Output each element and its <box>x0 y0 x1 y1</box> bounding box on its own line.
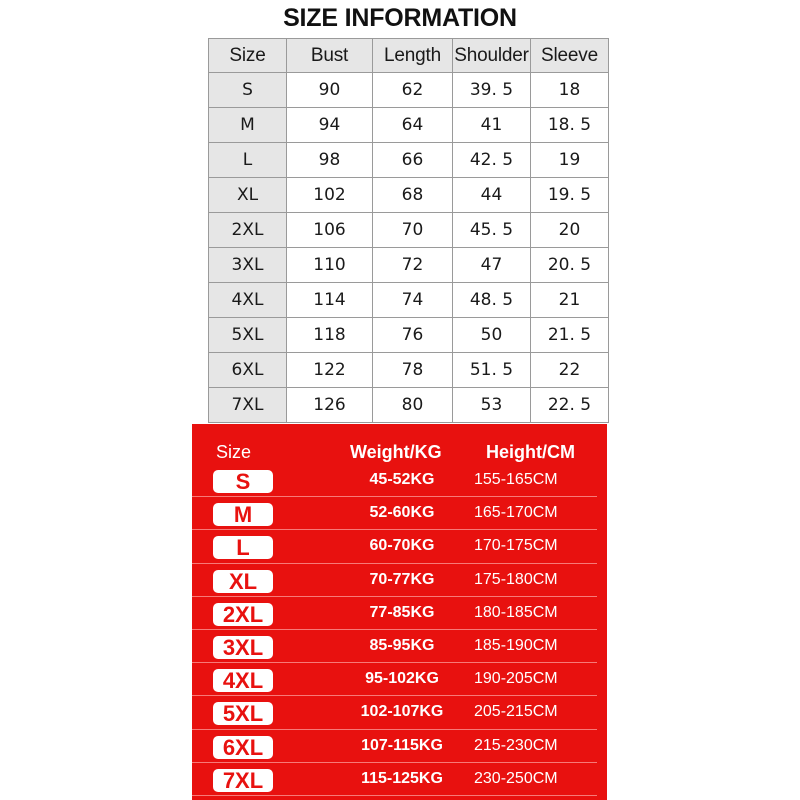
cell-length: 72 <box>373 248 453 283</box>
header-height-label: Height/CM <box>486 442 575 462</box>
weight-range: 102-107KG <box>360 703 444 721</box>
size-measurement-table <box>208 38 609 423</box>
cell-bust: 126 <box>287 388 373 423</box>
cell-size: 5XL <box>209 318 287 353</box>
cell-size: S <box>209 73 287 108</box>
list-item <box>192 630 607 663</box>
cell-size: 4XL <box>209 283 287 318</box>
table-row <box>209 213 609 248</box>
header-bust: Bust <box>287 39 373 73</box>
cell-shoulder: 39. 5 <box>453 73 531 108</box>
cell-sleeve: 18 <box>531 73 609 108</box>
cell-sleeve: 20. 5 <box>531 248 609 283</box>
row-divider <box>192 795 597 796</box>
size-badge: 7XL <box>213 769 273 792</box>
table-row <box>209 73 609 108</box>
weight-range: 107-115KG <box>361 736 443 754</box>
cell-bust: 102 <box>287 178 373 213</box>
table-row <box>209 108 609 143</box>
height-range: 180-185CM <box>474 603 558 621</box>
height-range: 230-250CM <box>474 769 558 787</box>
weight-height-header <box>192 442 607 464</box>
weight-range: 52-60KG <box>369 504 435 522</box>
cell-size: XL <box>209 178 287 213</box>
cell-sleeve: 19 <box>531 143 609 178</box>
height-range: 190-205CM <box>474 670 558 688</box>
cell-bust: 122 <box>287 353 373 388</box>
cell-sleeve: 21 <box>531 283 609 318</box>
page-title: SIZE INFORMATION <box>283 4 517 32</box>
size-badge: 3XL <box>213 636 273 659</box>
list-item <box>192 696 607 729</box>
table-row <box>209 353 609 388</box>
list-item <box>192 564 607 597</box>
cell-shoulder: 42. 5 <box>453 143 531 178</box>
list-item <box>192 497 607 530</box>
cell-bust: 90 <box>287 73 373 108</box>
cell-size: L <box>209 143 287 178</box>
size-table-body <box>209 73 609 423</box>
header-weight-label: Weight/KG <box>350 442 442 462</box>
height-range: 205-215CM <box>474 703 558 721</box>
cell-size: 3XL <box>209 248 287 283</box>
cell-shoulder: 41 <box>453 108 531 143</box>
cell-sleeve: 19. 5 <box>531 178 609 213</box>
table-row <box>209 178 609 213</box>
cell-length: 62 <box>373 73 453 108</box>
header-length: Length <box>373 39 453 73</box>
cell-length: 80 <box>373 388 453 423</box>
height-range: 175-180CM <box>474 570 558 588</box>
cell-bust: 110 <box>287 248 373 283</box>
cell-size: 6XL <box>209 353 287 388</box>
cell-length: 76 <box>373 318 453 353</box>
cell-size: 2XL <box>209 213 287 248</box>
cell-sleeve: 20 <box>531 213 609 248</box>
height-range: 155-165CM <box>474 471 558 488</box>
cell-length: 64 <box>373 108 453 143</box>
cell-bust: 118 <box>287 318 373 353</box>
cell-shoulder: 47 <box>453 248 531 283</box>
cell-shoulder: 48. 5 <box>453 283 531 318</box>
weight-range: 45-52KG <box>369 471 435 488</box>
weight-height-panel <box>192 424 607 800</box>
size-badge: M <box>213 503 273 526</box>
table-row <box>209 248 609 283</box>
cell-size: M <box>209 108 287 143</box>
header-size: Size <box>209 39 287 73</box>
size-badge: 4XL <box>213 669 273 692</box>
weight-range: 95-102KG <box>365 670 439 688</box>
size-badge: 2XL <box>213 603 273 626</box>
size-badge: L <box>213 536 273 559</box>
weight-range: 60-70KG <box>369 537 435 555</box>
weight-range: 70-77KG <box>369 570 435 588</box>
cell-length: 78 <box>373 353 453 388</box>
list-item <box>192 530 607 563</box>
cell-length: 74 <box>373 283 453 318</box>
height-range: 215-230CM <box>474 736 558 754</box>
weight-range: 115-125KG <box>361 769 443 787</box>
weight-range: 77-85KG <box>369 603 435 621</box>
size-badge: 5XL <box>213 702 273 725</box>
cell-bust: 98 <box>287 143 373 178</box>
list-item <box>192 730 607 763</box>
cell-sleeve: 22 <box>531 353 609 388</box>
size-table-header-row <box>209 39 609 73</box>
cell-length: 68 <box>373 178 453 213</box>
header-size-label: Size <box>216 442 252 462</box>
cell-bust: 114 <box>287 283 373 318</box>
cell-length: 70 <box>373 213 453 248</box>
table-row <box>209 143 609 178</box>
height-range: 185-190CM <box>474 636 558 654</box>
list-item <box>192 597 607 630</box>
header-shoulder: Shoulder <box>453 39 531 73</box>
list-item <box>192 464 607 497</box>
table-row <box>209 388 609 423</box>
list-item <box>192 763 607 796</box>
header-sleeve: Sleeve <box>531 39 609 73</box>
size-badge: 6XL <box>213 736 273 759</box>
table-row <box>209 318 609 353</box>
table-row <box>209 283 609 318</box>
cell-sleeve: 22. 5 <box>531 388 609 423</box>
cell-shoulder: 51. 5 <box>453 353 531 388</box>
cell-shoulder: 44 <box>453 178 531 213</box>
height-range: 170-175CM <box>474 537 558 555</box>
weight-height-rows <box>192 464 607 796</box>
size-badge: S <box>213 470 273 493</box>
cell-sleeve: 18. 5 <box>531 108 609 143</box>
cell-bust: 94 <box>287 108 373 143</box>
size-badge: XL <box>213 570 273 593</box>
cell-size: 7XL <box>209 388 287 423</box>
list-item <box>192 663 607 696</box>
weight-range: 85-95KG <box>369 636 435 654</box>
cell-sleeve: 21. 5 <box>531 318 609 353</box>
cell-shoulder: 53 <box>453 388 531 423</box>
cell-shoulder: 50 <box>453 318 531 353</box>
height-range: 165-170CM <box>474 504 558 522</box>
cell-bust: 106 <box>287 213 373 248</box>
cell-length: 66 <box>373 143 453 178</box>
cell-shoulder: 45. 5 <box>453 213 531 248</box>
